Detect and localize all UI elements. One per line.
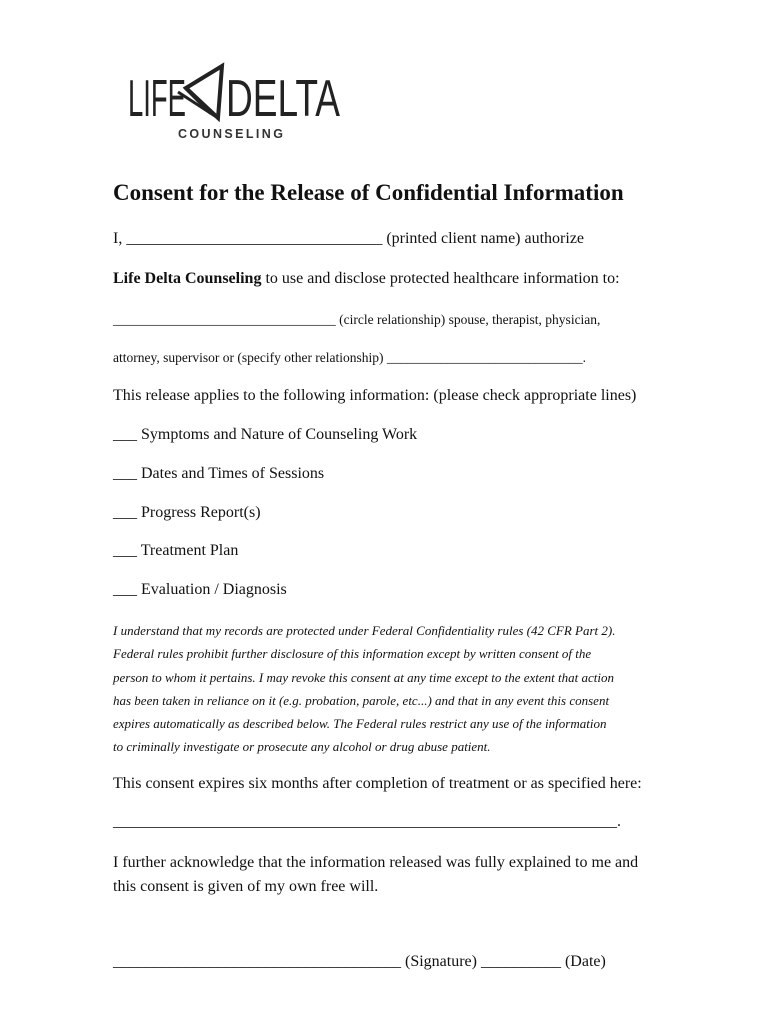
document-title: Consent for the Release of Confidential Information (113, 180, 624, 205)
relationship-line-2: attorney, supervisor or (specify other relationship) _____________________________. (113, 350, 587, 365)
expiry-blank[interactable]: _______________________________________________________________. (113, 813, 621, 830)
relationship-line-1: _________________________________ (circle relationship) spouse, therapist, physician, (113, 312, 601, 327)
acknowledgement-line: this consent is given of my own free will. (113, 878, 379, 895)
use-disclose-text: to use and disclose protected healthcare information to: (261, 270, 620, 287)
life-delta-logo (126, 58, 346, 144)
paragraph-line: I understand that my records are protected under Federal Confidentiality rules (42 CFR Part 2). (113, 623, 616, 638)
acknowledgement-line: I further acknowledge that the information released was fully explained to me and (113, 854, 639, 871)
practice-name: Life Delta Counseling (113, 270, 262, 287)
acknowledgement-paragraph (113, 851, 713, 899)
checklist-item[interactable]: ___ Evaluation / Diagnosis (113, 581, 287, 598)
logo-tagline: COUNSELING (178, 127, 286, 141)
client-name-line: I, ________________________________ (printed client name) authorize (113, 230, 585, 247)
paragraph-line: person to whom it pertains. I may revoke this consent at any time except to the extent that action (113, 669, 614, 685)
checklist-item[interactable]: ___ Dates and Times of Sessions (113, 465, 325, 482)
federal-rules-paragraph (113, 619, 713, 759)
paragraph-line: expires automatically as described below. The Federal rules restrict any use of the information (113, 716, 607, 732)
checklist-item[interactable]: ___ Treatment Plan (113, 542, 239, 559)
expiry-text: This consent expires six months after completion of treatment or as specified here: (113, 775, 642, 792)
use-disclose-line (113, 270, 620, 288)
checklist-item[interactable]: ___ Progress Report(s) (113, 504, 261, 521)
logo-graphic (126, 58, 346, 144)
paragraph-line: to criminally investigate or prosecute any alcohol or drug abuse patient. (113, 739, 491, 755)
paragraph-line: has been taken in reliance on it (e.g. probation, parole, etc...) and that in any event this consent (113, 692, 610, 708)
paragraph-line: Federal rules prohibit further disclosure of this information except by written consent of the (113, 646, 592, 662)
applies-intro: This release applies to the following information: (please check appropriate lines) (113, 387, 637, 404)
logo-word-delta: DELTA (226, 70, 341, 128)
logo-word-life: LIFE (128, 70, 186, 128)
checklist-item[interactable]: ___ Symptoms and Nature of Counseling Work (113, 426, 418, 443)
signature-date-line[interactable]: ____________________________________ (Signature) __________ (Date) (113, 953, 606, 970)
